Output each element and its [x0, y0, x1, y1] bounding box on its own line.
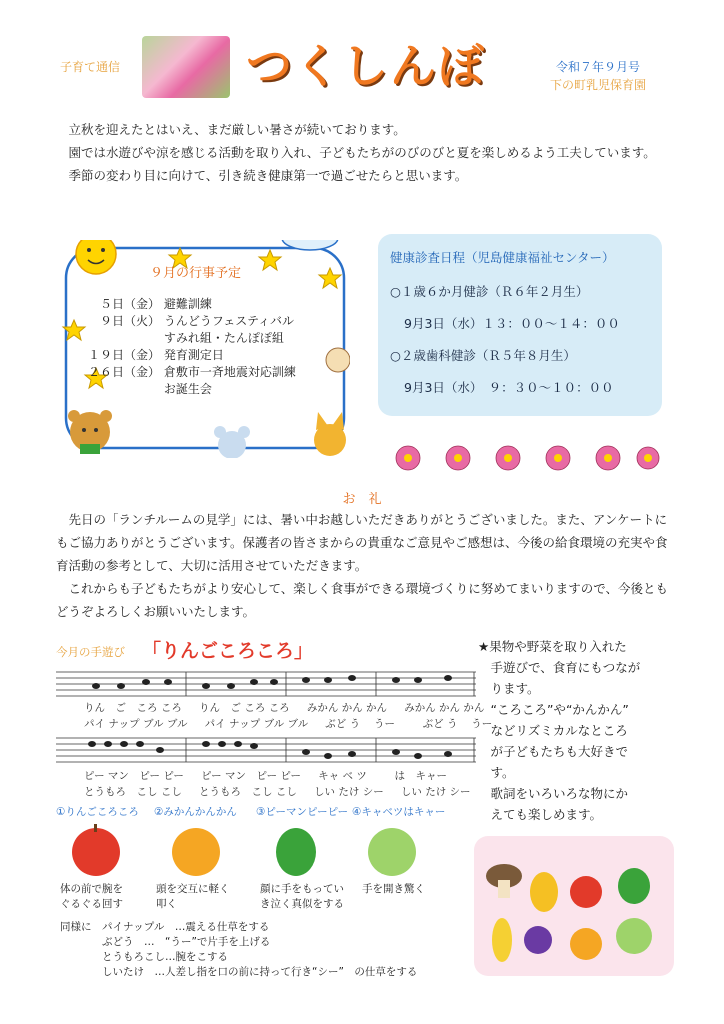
event-row: [84, 330, 296, 347]
apple-icon: [72, 824, 120, 876]
step-desc: 顔に手をもってい き泣く真似をする: [260, 883, 344, 910]
intro-text: [56, 118, 668, 187]
cabbage-icon: [368, 828, 416, 876]
side-line: 手遊びで、食育にもつなが: [478, 660, 641, 675]
tomato-icon: [570, 876, 602, 908]
thanks-paragraph: 先日の「ランチルームの見学」には、暑い中お越しいただきありがとうございました。また、アンケートにもご協力ありがとうございます。保護者の皆さまからの貴重なご意見やご感想は、今後の給食環境の充実や食育活動の参考として、大切に活用させていただきます。: [56, 512, 668, 573]
bird-icon: [326, 348, 350, 372]
orange-icon: [172, 828, 220, 876]
side-note: [478, 636, 678, 825]
event-row: [84, 364, 296, 381]
pepper-icon: [276, 828, 316, 876]
lyrics-line: りん ご ころ ころ りん ご ころ ころ みかん かん かん みかん かん かん: [84, 702, 485, 714]
side-line: などリズミカルなところ: [478, 723, 628, 738]
lyrics-line: ピー マン ピー ピー ピー マン ピー ピー キャ ベ ツ は キャー: [84, 770, 448, 782]
side-line: 歌詞をいろいろな物にか: [478, 786, 629, 801]
step-desc: 手を開き驚く: [362, 883, 425, 895]
event-text: お誕生会: [163, 382, 212, 396]
side-line: ★果物や野菜を取り入れた: [478, 639, 627, 654]
hand-play-title: 「りんごころころ」: [142, 640, 314, 662]
event-date: ５日（金）: [99, 297, 160, 311]
step-title: ④キャベツはキャー: [352, 806, 446, 818]
health-time: 9月3日（水）１３：００～１４：００: [404, 316, 620, 331]
pepper-icon: [618, 868, 650, 904]
lyrics-line: とうもろ こし こし とうもろ こし こし しい たけ シー しい たけ シー: [84, 786, 471, 798]
health-checkup-box: [378, 234, 662, 416]
health-title: 健康診査日程（児島健康福祉センター）: [390, 250, 615, 265]
step-title: ①りんごころころ: [56, 806, 139, 818]
mushroom-icon: [486, 864, 522, 898]
music-staff: [56, 732, 476, 772]
issue-date: 令和７年９月号: [556, 60, 641, 74]
step-desc: 頭を交互に軽く 叩く: [156, 883, 230, 910]
intro-paragraph: 園では水遊びや涼を感じる活動を取り入れ、子どもたちがのびのびと夏を楽しめるよう工夫しています。: [68, 145, 656, 160]
school-name: 下の町乳児保育園: [550, 78, 647, 92]
intro-paragraph: 季節の変わり目に向けて、引き続き健康第一で過ごせたらと思います。: [68, 168, 468, 183]
sun-icon: [76, 240, 116, 274]
flowers-decoration: [390, 440, 660, 476]
health-item: ○１歳６か月健診（Ｒ６年２月生）: [390, 284, 589, 299]
event-date: ２６日（金）: [87, 365, 160, 379]
cabbage-icon: [616, 918, 652, 954]
issue-info: [550, 58, 646, 94]
events-title: ９月の行事予定: [150, 266, 242, 281]
music-notes: [92, 675, 452, 689]
hand-play-label: 今月の手遊び: [56, 645, 125, 659]
event-row: [84, 381, 296, 398]
events-list: [84, 296, 296, 398]
side-line: えても楽しめます。: [478, 807, 603, 822]
side-line: ります。: [478, 681, 540, 696]
newsletter-label: 子育て通信: [60, 60, 121, 74]
vegetables-illustration: [474, 836, 674, 976]
grapes-icon: [524, 926, 552, 954]
event-text: 倉敷市一斉地震対応訓練: [163, 365, 296, 379]
pineapple-icon: [530, 872, 558, 912]
event-row: [84, 296, 296, 313]
thanks-title: お 礼: [342, 492, 382, 507]
flower-icon: [396, 446, 659, 470]
side-line: “ころころ”や“かんかん”: [478, 702, 629, 717]
step-illustrations: [56, 822, 466, 878]
intro-paragraph: 立秋を迎えたとはいえ、まだ厳しい暑さが続いております。: [68, 122, 406, 137]
orange-icon: [570, 928, 602, 960]
health-item: ○２歳歯科健診（Ｒ５年８月生）: [390, 348, 576, 363]
thanks-text: [56, 508, 668, 623]
thanks-paragraph: これからも子どもたちがより安心して、楽しく食事ができる環境づくりに努めてまいりますので、今後ともどうぞよろしくお願いいたします。: [56, 581, 669, 619]
side-line: す。: [478, 765, 515, 780]
newsletter-title: つくしんぼ: [246, 39, 486, 93]
event-text: すみれ組・たんぽぽ組: [163, 331, 284, 345]
corn-icon: [492, 918, 512, 962]
event-text: 発育測定日: [163, 348, 224, 362]
lyrics-line: パイ ナップ ブル ブル パイ ナップ ブル ブル ぶど う うー ぶど う うー: [84, 718, 493, 730]
cosmos-flower-photo: [142, 36, 230, 98]
step-title: ②みかんかんかん: [154, 806, 237, 818]
step-desc: 体の前で腕を ぐるぐる回す: [60, 883, 123, 910]
event-date: １９日（金）: [87, 348, 160, 362]
step-title: ③ピーマンピーピー: [256, 806, 349, 818]
health-time: 9月3日（水） ９：３０～１０：００: [404, 380, 614, 395]
side-line: が子どもたちも大好きで: [478, 744, 629, 759]
event-row: [84, 313, 296, 330]
event-text: うんどうフェスティバル: [163, 314, 295, 328]
event-date: ９日（火）: [99, 314, 160, 328]
event-text: 避難訓練: [163, 297, 212, 311]
hand-play-notes: 同様に パイナップル …震える仕草をする ぶどう … “うー”で片手を上げる とうもろこし…腕をこする しいたけ …人差し指を口の前に持って行き“シー” の仕草をする: [60, 921, 418, 978]
event-row: [84, 347, 296, 364]
